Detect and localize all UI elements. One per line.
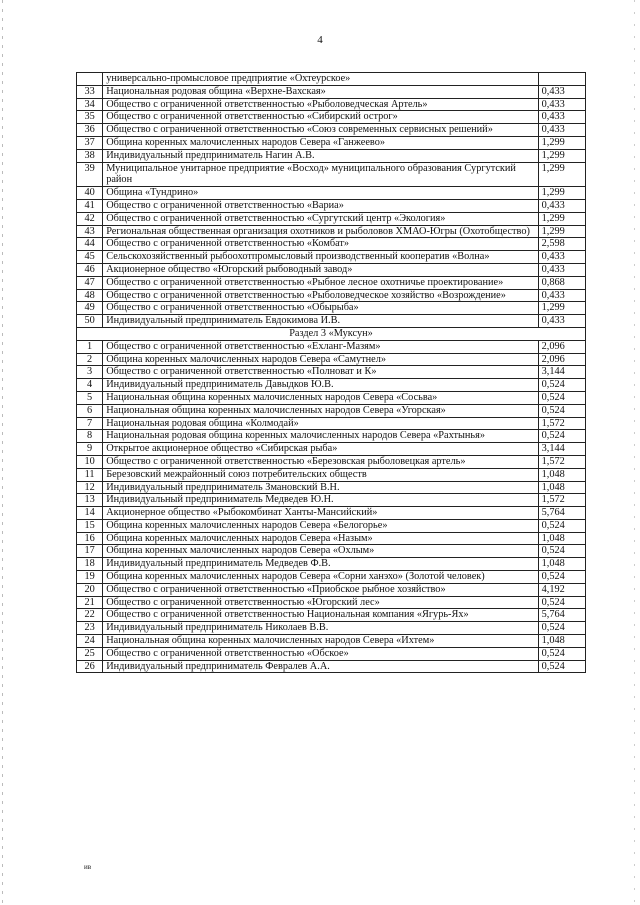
organization-name: Национальная община коренных малочисленных народов Севера «Угорская» xyxy=(103,404,538,417)
organization-name: Индивидуальный предприниматель Евдокимова И.В. xyxy=(103,315,538,328)
table-row xyxy=(77,98,586,111)
row-number: 1 xyxy=(77,340,103,353)
organization-name: Общество с ограниченной ответственностью «Ехланг-Мазям» xyxy=(103,340,538,353)
row-number: 48 xyxy=(77,289,103,302)
organization-name: Индивидуальный предприниматель Нагин А.В. xyxy=(103,149,538,162)
organization-name: Общество с ограниченной ответственностью «Приобское рыбное хозяйство» xyxy=(103,583,538,596)
table-row xyxy=(77,379,586,392)
quota-table xyxy=(76,72,586,673)
table-row xyxy=(77,660,586,673)
row-number: 11 xyxy=(77,468,103,481)
quota-value: 1,299 xyxy=(538,187,585,200)
row-number: 25 xyxy=(77,647,103,660)
quota-value: 1,572 xyxy=(538,455,585,468)
table-row xyxy=(77,149,586,162)
row-number: 9 xyxy=(77,443,103,456)
table-row xyxy=(77,609,586,622)
table-row xyxy=(77,199,586,212)
table-row xyxy=(77,481,586,494)
row-number: 5 xyxy=(77,391,103,404)
table-row xyxy=(77,622,586,635)
quota-value: 0,433 xyxy=(538,111,585,124)
quota-value: 0,524 xyxy=(538,430,585,443)
table-row xyxy=(77,162,586,187)
row-number: 21 xyxy=(77,596,103,609)
row-number xyxy=(77,73,103,86)
organization-name: Индивидуальный предприниматель Давыдков Ю.В. xyxy=(103,379,538,392)
table-row xyxy=(77,251,586,264)
organization-name: Община коренных малочисленных народов Севера «Белогорье» xyxy=(103,519,538,532)
quota-value: 0,524 xyxy=(538,596,585,609)
organization-name: Община коренных малочисленных народов Севера «Самутнел» xyxy=(103,353,538,366)
organization-name: Общество с ограниченной ответственностью «Союз современных сервисных решений» xyxy=(103,124,538,137)
row-number: 8 xyxy=(77,430,103,443)
organization-name: Община коренных малочисленных народов Севера «Назым» xyxy=(103,532,538,545)
organization-name: Индивидуальный предприниматель Медведев Ф.В. xyxy=(103,558,538,571)
quota-value: 3,144 xyxy=(538,443,585,456)
organization-name: Общество с ограниченной ответственностью «Югорский лес» xyxy=(103,596,538,609)
row-number: 37 xyxy=(77,136,103,149)
quota-value: 5,764 xyxy=(538,507,585,520)
scan-edge-left xyxy=(2,0,3,905)
row-number: 14 xyxy=(77,507,103,520)
row-number: 34 xyxy=(77,98,103,111)
table-row xyxy=(77,583,586,596)
table-row xyxy=(77,276,586,289)
table-row xyxy=(77,494,586,507)
quota-value: 0,868 xyxy=(538,276,585,289)
quota-value: 0,433 xyxy=(538,199,585,212)
table-row xyxy=(77,455,586,468)
row-number: 47 xyxy=(77,276,103,289)
row-number: 16 xyxy=(77,532,103,545)
table-row xyxy=(77,187,586,200)
table-row xyxy=(77,571,586,584)
organization-name: Общество с ограниченной ответственностью «Рыболоведческая Артель» xyxy=(103,98,538,111)
row-number: 20 xyxy=(77,583,103,596)
row-number: 22 xyxy=(77,609,103,622)
quota-value: 1,048 xyxy=(538,468,585,481)
quota-value: 2,096 xyxy=(538,340,585,353)
organization-name: Национальная родовая община «Верхне-Вахская» xyxy=(103,85,538,98)
row-number: 43 xyxy=(77,225,103,238)
quota-value: 0,433 xyxy=(538,85,585,98)
organization-name: Индивидуальный предприниматель Змановский В.Н. xyxy=(103,481,538,494)
row-number: 3 xyxy=(77,366,103,379)
quota-value: 1,299 xyxy=(538,162,585,187)
row-number: 19 xyxy=(77,571,103,584)
organization-name: Община «Тундрино» xyxy=(103,187,538,200)
table-row xyxy=(77,263,586,276)
quota-value: 0,433 xyxy=(538,124,585,137)
row-number: 49 xyxy=(77,302,103,315)
quota-value: 0,524 xyxy=(538,404,585,417)
organization-name: Община коренных малочисленных народов Севера «Сорни ханэхо» (Золотой человек) xyxy=(103,571,538,584)
table-row xyxy=(77,404,586,417)
table-row xyxy=(77,596,586,609)
scan-edge-right xyxy=(634,0,635,905)
table-row xyxy=(77,315,586,328)
quota-value: 5,764 xyxy=(538,609,585,622)
quota-value: 1,572 xyxy=(538,417,585,430)
table-row xyxy=(77,73,586,86)
organization-name: Общество с ограниченной ответственностью «Обырыба» xyxy=(103,302,538,315)
row-number: 41 xyxy=(77,199,103,212)
organization-name: Общество с ограниченной ответственностью «Березовская рыболовецкая артель» xyxy=(103,455,538,468)
table-row xyxy=(77,532,586,545)
quota-value: 1,299 xyxy=(538,212,585,225)
quota-value: 0,433 xyxy=(538,289,585,302)
table-row xyxy=(77,391,586,404)
organization-name: Общество с ограниченной ответственностью «Рыбное лесное охотничье проектирование» xyxy=(103,276,538,289)
organization-name: Индивидуальный предприниматель Февралев А.А. xyxy=(103,660,538,673)
quota-value: 0,433 xyxy=(538,98,585,111)
row-number: 44 xyxy=(77,238,103,251)
table-row xyxy=(77,340,586,353)
table-row xyxy=(77,545,586,558)
quota-value: 1,572 xyxy=(538,494,585,507)
quota-value: 1,299 xyxy=(538,302,585,315)
quota-value xyxy=(538,73,585,86)
organization-name: Индивидуальный предприниматель Медведев Ю.Н. xyxy=(103,494,538,507)
section-header-row xyxy=(77,327,586,340)
footer-mark: ив xyxy=(84,863,92,871)
table-row xyxy=(77,225,586,238)
row-number: 6 xyxy=(77,404,103,417)
quota-value: 0,433 xyxy=(538,263,585,276)
organization-name: Акционерное общество «Рыбокомбинат Ханты-Мансийский» xyxy=(103,507,538,520)
row-number: 35 xyxy=(77,111,103,124)
row-number: 7 xyxy=(77,417,103,430)
organization-name: Открытое акционерное общество «Сибирская рыба» xyxy=(103,443,538,456)
quota-value: 0,524 xyxy=(538,391,585,404)
row-number: 38 xyxy=(77,149,103,162)
table-row xyxy=(77,647,586,660)
quota-value: 1,299 xyxy=(538,225,585,238)
quota-value: 1,048 xyxy=(538,481,585,494)
organization-name: Березовский межрайонный союз потребительских обществ xyxy=(103,468,538,481)
quota-value: 2,598 xyxy=(538,238,585,251)
row-number: 42 xyxy=(77,212,103,225)
table-row xyxy=(77,302,586,315)
organization-name: Общество с ограниченной ответственностью «Обское» xyxy=(103,647,538,660)
quota-value: 0,524 xyxy=(538,379,585,392)
organization-name: Индивидуальный предприниматель Николаев В.В. xyxy=(103,622,538,635)
table-row xyxy=(77,468,586,481)
organization-name: Акционерное общество «Югорский рыбоводный завод» xyxy=(103,263,538,276)
quota-value: 1,299 xyxy=(538,136,585,149)
table-row xyxy=(77,238,586,251)
organization-name: Общество с ограниченной ответственностью «Сургутский центр «Экология» xyxy=(103,212,538,225)
quota-value: 0,524 xyxy=(538,571,585,584)
table-row xyxy=(77,353,586,366)
organization-name: универсально-промысловое предприятие «Охтеурское» xyxy=(103,73,538,86)
quota-value: 4,192 xyxy=(538,583,585,596)
quota-value: 0,433 xyxy=(538,315,585,328)
organization-name: Община коренных малочисленных народов Севера «Ганжеево» xyxy=(103,136,538,149)
section-title: Раздел 3 «Муксун» xyxy=(77,327,586,340)
table-row xyxy=(77,85,586,98)
table-row xyxy=(77,212,586,225)
row-number: 2 xyxy=(77,353,103,366)
organization-name: Сельскохозяйственный рыбоохотпромысловый производственный кооператив «Волна» xyxy=(103,251,538,264)
row-number: 36 xyxy=(77,124,103,137)
quota-value: 0,433 xyxy=(538,251,585,264)
organization-name: Национальная родовая община коренных малочисленных народов Севера «Рахтынья» xyxy=(103,430,538,443)
row-number: 13 xyxy=(77,494,103,507)
quota-value: 0,524 xyxy=(538,647,585,660)
table-row xyxy=(77,558,586,571)
row-number: 4 xyxy=(77,379,103,392)
row-number: 26 xyxy=(77,660,103,673)
row-number: 23 xyxy=(77,622,103,635)
organization-name: Общество с ограниченной ответственностью «Вариа» xyxy=(103,199,538,212)
organization-name: Община коренных малочисленных народов Севера «Охлым» xyxy=(103,545,538,558)
row-number: 39 xyxy=(77,162,103,187)
quota-value: 1,048 xyxy=(538,558,585,571)
table-row xyxy=(77,289,586,302)
quota-value: 0,524 xyxy=(538,660,585,673)
table-row xyxy=(77,136,586,149)
quota-value: 0,524 xyxy=(538,519,585,532)
quota-value: 2,096 xyxy=(538,353,585,366)
quota-value: 0,524 xyxy=(538,622,585,635)
organization-name: Общество с ограниченной ответственностью «Комбат» xyxy=(103,238,538,251)
table-row xyxy=(77,366,586,379)
quota-value: 1,299 xyxy=(538,149,585,162)
table-row xyxy=(77,443,586,456)
quota-table-body xyxy=(77,73,586,673)
row-number: 33 xyxy=(77,85,103,98)
organization-name: Общество с ограниченной ответственностью Национальная компания «Ягурь-Ях» xyxy=(103,609,538,622)
table-row xyxy=(77,507,586,520)
quota-value: 1,048 xyxy=(538,532,585,545)
row-number: 24 xyxy=(77,635,103,648)
row-number: 45 xyxy=(77,251,103,264)
table-row xyxy=(77,519,586,532)
table-row xyxy=(77,635,586,648)
organization-name: Общество с ограниченной ответственностью «Сибирский острог» xyxy=(103,111,538,124)
organization-name: Общество с ограниченной ответственностью «Рыболоведческое хозяйство «Возрождение» xyxy=(103,289,538,302)
organization-name: Муниципальное унитарное предприятие «Восход» муниципального образования Сургутский район xyxy=(103,162,538,187)
row-number: 17 xyxy=(77,545,103,558)
quota-value: 0,524 xyxy=(538,545,585,558)
table-row xyxy=(77,417,586,430)
quota-value: 3,144 xyxy=(538,366,585,379)
row-number: 18 xyxy=(77,558,103,571)
row-number: 15 xyxy=(77,519,103,532)
table-row xyxy=(77,430,586,443)
organization-name: Региональная общественная организация охотников и рыболовов ХМАО-Югры (Охотобщество) xyxy=(103,225,538,238)
row-number: 10 xyxy=(77,455,103,468)
row-number: 50 xyxy=(77,315,103,328)
row-number: 46 xyxy=(77,263,103,276)
organization-name: Национальная родовая община «Колмодай» xyxy=(103,417,538,430)
organization-name: Национальная община коренных малочисленных народов Севера «Ихтем» xyxy=(103,635,538,648)
table-row xyxy=(77,124,586,137)
table-row xyxy=(77,111,586,124)
row-number: 12 xyxy=(77,481,103,494)
row-number: 40 xyxy=(77,187,103,200)
quota-value: 1,048 xyxy=(538,635,585,648)
page-number: 4 xyxy=(317,34,323,46)
organization-name: Национальная община коренных малочисленных народов Севера «Сосьва» xyxy=(103,391,538,404)
organization-name: Общество с ограниченной ответственностью «Полноват и К» xyxy=(103,366,538,379)
